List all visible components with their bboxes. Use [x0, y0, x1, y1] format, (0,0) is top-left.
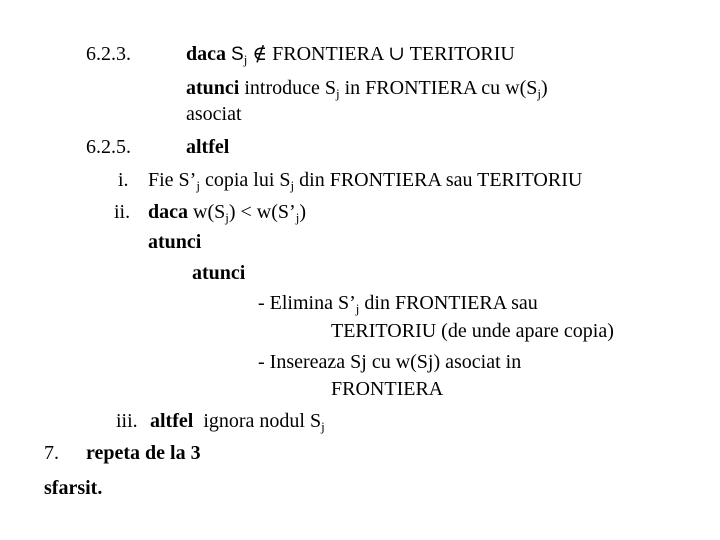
- action-elimina-cont: TERITORIU (de unde apare copia): [331, 320, 614, 342]
- step-6-2-3-condition: [186, 42, 515, 67]
- subscript-j: j: [336, 86, 340, 101]
- action-insereaza-cont: FRONTIERA: [331, 378, 444, 400]
- keyword-atunci: atunci: [186, 77, 240, 99]
- var-s: S: [231, 44, 244, 65]
- not-element-symbol: ∉: [247, 43, 273, 65]
- set-teritoriu: TERITORIU: [409, 43, 515, 65]
- text: introduce S: [239, 77, 336, 99]
- step-7-text: repeta de la 3: [86, 442, 201, 464]
- keyword-altfel: altfel: [150, 410, 194, 432]
- keyword-altfel: altfel: [186, 136, 230, 158]
- subscript-j: j: [295, 210, 300, 225]
- substep-iii-text: [150, 409, 325, 433]
- substep-ii-number: ii.: [114, 201, 131, 223]
- text: ignora nodul S: [193, 410, 322, 432]
- text: ): [299, 201, 306, 223]
- text: din FRONTIERA sau: [359, 292, 538, 314]
- step-end: sfarsit.: [44, 477, 103, 499]
- subscript-j: j: [355, 301, 360, 316]
- text: - Elimina S’: [258, 292, 356, 314]
- action-elimina: [258, 291, 538, 315]
- text: w(S: [188, 201, 226, 223]
- subscript-j: j: [537, 86, 542, 101]
- step-6-2-3-then: [186, 76, 548, 100]
- keyword-atunci-1: atunci: [148, 231, 202, 253]
- substep-iii-number: iii.: [116, 410, 138, 432]
- text: copia lui S: [199, 169, 291, 191]
- subscript-j: j: [243, 52, 248, 67]
- subscript-j: j: [196, 178, 200, 193]
- text: Fie S’: [148, 169, 197, 191]
- substep-ii-text: [148, 200, 306, 224]
- union-symbol: ∪: [383, 43, 410, 65]
- step-6-2-5-number: 6.2.5.: [86, 136, 131, 158]
- subscript-j: j: [225, 210, 229, 225]
- subscript-j: j: [321, 419, 325, 434]
- step-6-2-3-then-cont: asociat: [186, 103, 242, 125]
- step-6-2-3-number: 6.2.3.: [86, 43, 131, 65]
- text: ): [541, 77, 548, 99]
- action-insereaza: - Insereaza Sj cu w(Sj) asociat in: [258, 351, 522, 373]
- text: ) < w(S’: [228, 201, 296, 223]
- text: din FRONTIERA sau TERITORIU: [294, 169, 583, 191]
- keyword-daca: daca: [148, 201, 188, 223]
- set-frontiera: FRONTIERA: [272, 43, 384, 65]
- subscript-j: j: [290, 178, 295, 193]
- text: in FRONTIERA cu w(S: [339, 77, 538, 99]
- keyword-daca: daca: [186, 43, 226, 65]
- substep-i-number: i.: [118, 169, 129, 191]
- keyword-atunci-2: atunci: [192, 262, 246, 284]
- substep-i-text: [148, 168, 582, 192]
- step-7-number: 7.: [44, 442, 59, 464]
